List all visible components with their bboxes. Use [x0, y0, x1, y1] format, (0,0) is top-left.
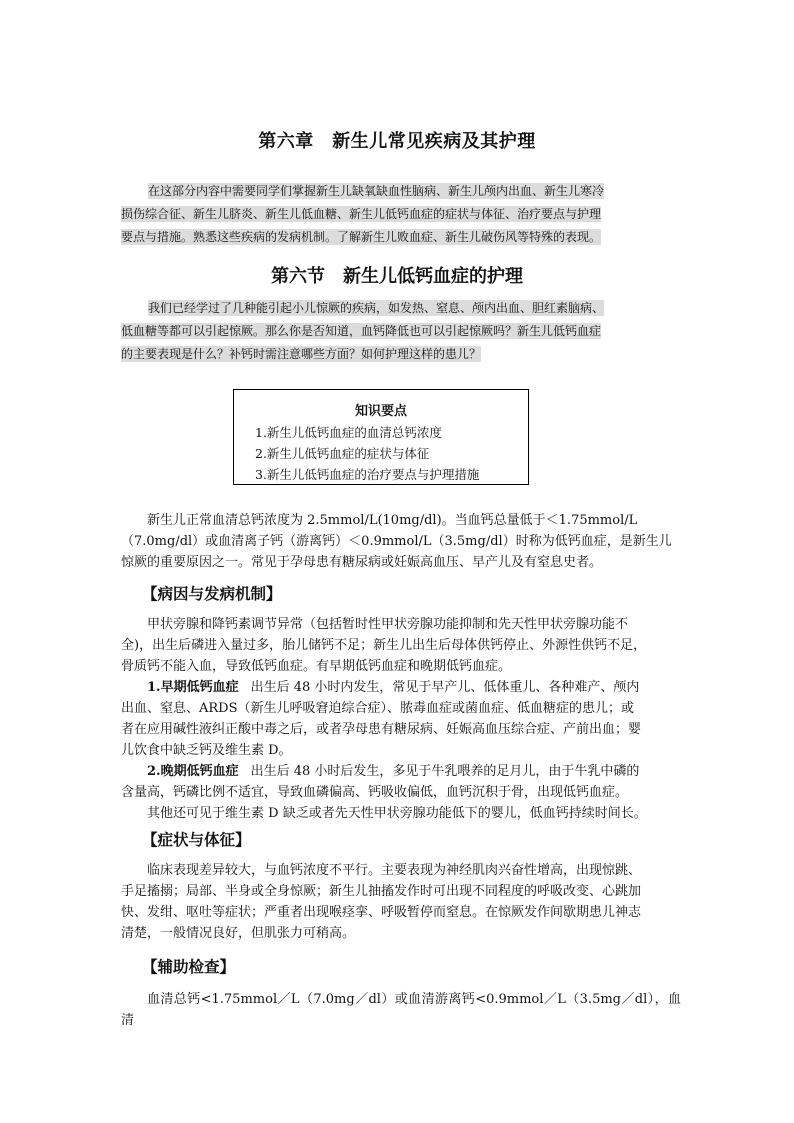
text-line: 骨质钙不能入血，导致低钙血症。有早期低钙血症和晚期低钙血症。 — [121, 659, 512, 674]
lead-line: 的主要表现是什么？补钙时需注意哪些方面？如何护理这样的患儿？ — [121, 347, 482, 361]
lead-line: 我们已经学过了几种能引起小儿惊厥的疾病，如发热、窒息、颅内出血、胆红素脑病、 — [148, 301, 605, 315]
heading-cause: 【病因与发病机制】 — [142, 585, 282, 603]
late-hypocalcemia-label: 2.晚期低钙血症 — [147, 764, 239, 779]
definition-paragraph — [121, 510, 681, 573]
intro-line: 损伤综合征、新生儿脐炎、新生儿低血糖、新生儿低钙血症的症状与体征、治疗要点与护理 — [121, 207, 602, 221]
text-line: 出生后 48 小时后发生，多见于牛乳喂养的足月儿，由于牛乳中磷的 — [250, 764, 640, 779]
text-line: 者在应用碱性液纠正酸中毒之后，或者孕母患有糖尿病、妊娠高血压综合症、产前出血；婴 — [121, 722, 642, 737]
heading-symptoms: 【症状与体征】 — [142, 831, 251, 849]
section-title: 第六节 新生儿低钙血症的护理 — [271, 266, 523, 287]
knowledge-point: 2.新生儿低钙血症的症状与体征 — [255, 446, 430, 461]
intro-line: 在这部分内容中需要同学们掌握新生儿缺氧缺血性脑病、新生儿颅内出血、新生儿寒冷 — [148, 184, 605, 198]
text-line: 出生后 48 小时内发生，常见于早产儿、低体重儿、各种难产、颅内 — [250, 680, 640, 695]
knowledge-points-list — [234, 422, 528, 485]
knowledge-points-box — [233, 389, 529, 485]
text-line: 惊厥的重要原因之一。常见于孕母患有糖尿病或妊娠高血压、早产儿及有窒息史者。 — [121, 555, 603, 570]
early-hypocalcemia-label: 1.早期低钙血症 — [147, 680, 239, 695]
exam-section — [121, 989, 681, 1031]
lead-line: 低血糖等都可以引起惊厥。那么你是否知道，血钙降低也可以引起惊厥吗？新生儿低钙血症 — [121, 324, 602, 338]
knowledge-points-title: 知识要点 — [354, 404, 407, 419]
text-line: （7.0mg/dl）或血清离子钙（游离钙）＜0.9mmol/L（3.5mg/dl）时称为低钙血症，是新生儿 — [121, 534, 672, 549]
text-line: 儿饮食中缺乏钙及维生素 D。 — [121, 743, 292, 758]
text-line: 全)，出生后磷进入量过多，胎儿储钙不足；新生儿出生后母体供钙停止、外源性供钙不足， — [121, 638, 647, 653]
text-line: 其他还可见于维生素 D 缺乏或者先天性甲状旁腺功能低下的婴儿，低血钙持续时间长。 — [147, 806, 647, 821]
chapter-intro — [121, 180, 677, 249]
text-line: 临床表现差异较大，与血钙浓度不平行。主要表现为神经肌肉兴奋性增高，出现惊跳、 — [147, 863, 642, 878]
knowledge-point: 3.新生儿低钙血症的治疗要点与护理措施 — [255, 467, 480, 482]
text-line: 手足搐搦；局部、半身或全身惊厥；新生儿抽搐发作时可出现不同程度的呼吸改变、心跳加 — [121, 884, 642, 899]
text-line: 甲状旁腺和降钙素调节异常（包括暂时性甲状旁腺功能抑制和先天性甲状旁腺功能不 — [147, 617, 629, 632]
section-lead — [121, 297, 677, 366]
knowledge-point: 1.新生儿低钙血症的血清总钙浓度 — [255, 425, 442, 440]
chapter-title: 第六章 新生儿常见疾病及其护理 — [258, 131, 536, 152]
intro-line: 要点与措施。熟悉这些疾病的发病机制。了解新生儿败血症、新生儿破伤风等特殊的表现。 — [121, 230, 602, 244]
text-line: 新生儿正常血清总钙浓度为 2.5mmol/L(10mg/dl)。当血钙总量低于＜1.75mmol/L — [147, 513, 638, 528]
text-line: 血清总钙<1.75mmol／L（7.0mg／dl）或血清游离钙<0.9mmol／L（3.5mg／dl），血清 — [121, 992, 681, 1028]
heading-exam: 【辅助检查】 — [142, 958, 236, 976]
text-line: 清楚，一般情况良好，但肌张力可稍高。 — [121, 926, 356, 941]
text-line: 快、发绀、呕吐等症状；严重者出现喉痉挛、呼吸暂停而窒息。在惊厥发作间歇期患儿神志 — [121, 905, 642, 920]
text-line: 出血、窒息、ARDS（新生儿呼吸窘迫综合症）、脓毒血症或菌血症、低血糖症的患儿；或 — [121, 701, 635, 716]
symptoms-section — [121, 860, 681, 944]
text-line: 含量高，钙磷比例不适宜，导致血磷偏高、钙吸收偏低，血钙沉积于骨，出现低钙血症。 — [121, 785, 629, 800]
cause-section — [121, 614, 681, 824]
